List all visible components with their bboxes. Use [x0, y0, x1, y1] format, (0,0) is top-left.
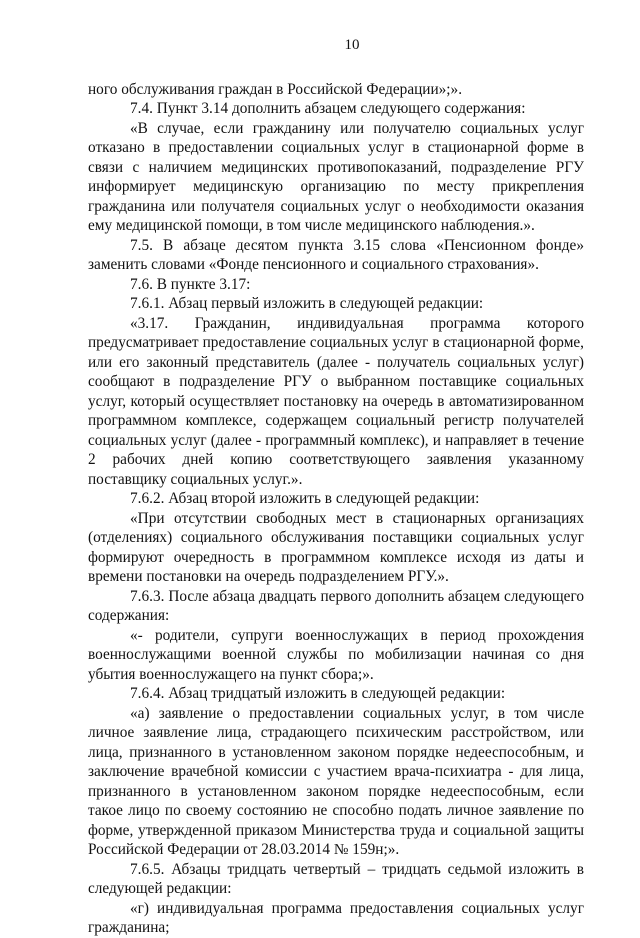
- paragraph: «В случае, если гражданину или получателю социальных услуг отказано в предоставлении социальных услуг в стационарной форме в связи с наличием медицинских противопоказаний, подразделение РГУ информирует медицинскую организацию по месту прикрепления гражданина или получателя социальных услуг о необходимости оказания ему медицинской помощи, в том числе медицинского наблюдения.».: [88, 119, 584, 234]
- document-body: [88, 80, 584, 938]
- paragraph: «При отсутствии свободных мест в стационарных организациях (отделениях) социального обслуживания поставщики социальных услуг формируют очередность в программном комплексе исходя из даты и времени постановки на очередь подразделением РГУ.».: [88, 509, 584, 585]
- page-number: 10: [344, 37, 360, 53]
- paragraph: «3.17. Гражданин, индивидуальная программа которого предусматривает предоставление социальных услуг в стационарной форме, или его законный представитель (далее - получатель социальных услуг) сообщают в подразделение РГУ о выбранном поставщике социальных услуг, который осуществляет постановку на очередь в автоматизированном программном комплексе, содержащем социальный регистр получателей социальных услуг (далее - программный комплекс), и направляет в течение 2 рабочих дней копию соответствующего заявления указанному поставщику социальных услуг.».: [88, 314, 584, 488]
- paragraph: 7.5. В абзаце десятом пункта 3.15 слова «Пенсионном фонде» заменить словами «Фонде пенсионного и социального страхования».: [88, 236, 584, 273]
- paragraph: 7.6.4. Абзац тридцатый изложить в следующей редакции:: [130, 685, 506, 702]
- paragraph: 7.4. Пункт 3.14 дополнить абзацем следующего содержания:: [130, 100, 526, 117]
- paragraph: 7.6.5. Абзацы тридцать четвертый – тридцать седьмой изложить в следующей редакции:: [88, 860, 584, 897]
- paragraph: 7.6.1. Абзац первый изложить в следующей редакции:: [130, 295, 484, 312]
- paragraph: 7.6. В пункте 3.17:: [130, 275, 251, 293]
- paragraph: 7.6.3. После абзаца двадцать первого дополнить абзацем следующего содержания:: [88, 587, 584, 624]
- paragraph: ного обслуживания граждан в Российской Федерации»;».: [88, 80, 463, 98]
- paragraph: «г) индивидуальная программа предоставления социальных услуг гражданина;: [88, 899, 584, 936]
- paragraph: «а) заявление о предоставлении социальных услуг, в том числе личное заявление лица, страдающего психическим расстройством, или лица, признанного в установленном законом порядке недееспособным, и заключение врачебной комиссии с участием врача-психиатра - для лица, признанного в установленном законом порядке недееспособным, если такое лицо по своему состоянию не способно подать личное заявление по форме, утвержденной приказом Министерства труда и социальной защиты Российской Федерации от 28.03.2014 № 159н;».: [88, 704, 584, 858]
- paragraph: «- родители, супруги военнослужащих в период прохождения военнослужащими военной службы по мобилизации начиная со дня убытия военнослужащего на пункт сбора;».: [88, 626, 584, 683]
- paragraph: 7.6.2. Абзац второй изложить в следующей редакции:: [130, 490, 480, 507]
